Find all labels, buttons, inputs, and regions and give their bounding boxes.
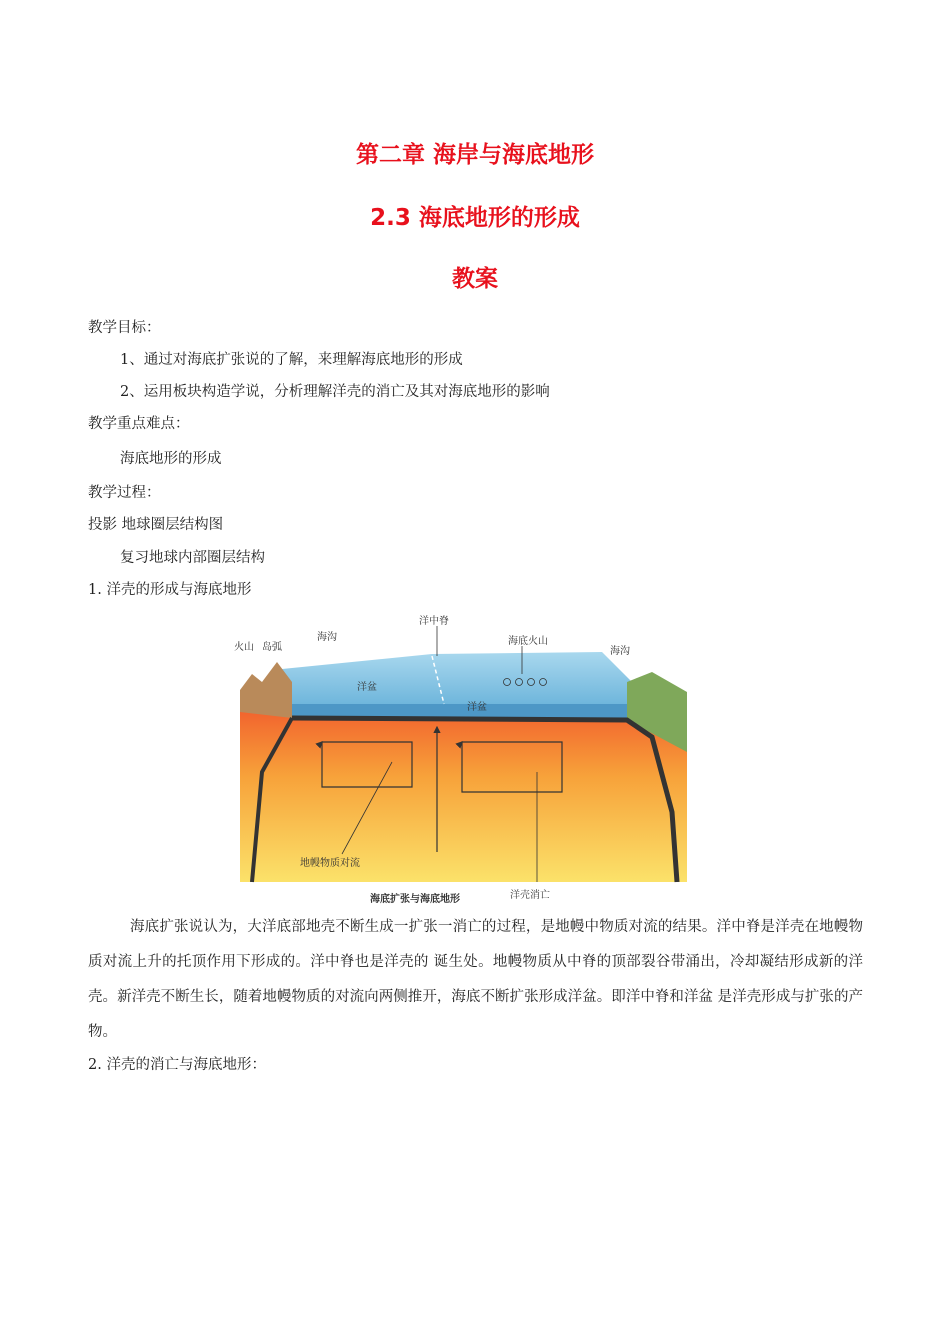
label-seamount: 海底火山 <box>508 636 548 647</box>
seafloor-spreading-figure <box>232 612 695 910</box>
label-volcano: 火山 <box>234 642 254 653</box>
section-1-heading: 1. 洋壳的形成与海底地形 <box>88 582 252 598</box>
section-2-heading: 2. 洋壳的消亡与海底地形： <box>88 1057 266 1073</box>
goal-item-2: 2、运用板块构造学说，分析理解洋壳的消亡及其对海底地形的影响 <box>120 384 550 400</box>
process-heading: 教学过程： <box>88 485 161 501</box>
label-trench-right: 海沟 <box>610 646 630 657</box>
label-basin-left: 洋盆 <box>357 682 377 693</box>
goal-item-1: 1、通过对海底扩张说的了解，来理解海底地形的形成 <box>120 352 463 368</box>
section-title: 2.3 海底地形的形成 <box>370 205 580 231</box>
label-trench-left: 海沟 <box>317 632 337 643</box>
paragraph-seafloor-spreading: 海底扩张说认为，大洋底部地壳不断生成一扩张一消亡的过程，是地幔中物质对流的结果。洋中脊是洋壳在地幔物质对流上升的托顶作用下形成的。洋中脊也是洋壳的 诞生处。地幔物质从中脊的顶部裂谷带涌出，冷却凝结形成新的洋壳。新洋壳不断生长，随着地幔物质的对流向两侧推开，海底不断扩张形成洋盆。即洋中脊和洋盆 是洋壳形成与扩张的产物。 <box>88 919 863 1040</box>
label-subduction: 洋壳消亡 <box>510 890 550 901</box>
review-line: 复习地球内部圈层结构 <box>120 550 265 566</box>
label-ridge: 洋中脊 <box>419 616 449 627</box>
projection-line: 投影 地球圈层结构图 <box>88 517 224 533</box>
label-convection: 地幔物质对流 <box>300 858 360 869</box>
figure-caption: 海底扩张与海底地形 <box>370 894 460 905</box>
doc-type-title: 教案 <box>452 266 498 292</box>
ocean-surface <box>272 652 632 704</box>
label-island-arc: 岛弧 <box>262 642 282 653</box>
label-basin-right: 洋盆 <box>467 702 487 713</box>
key-point-text: 海底地形的形成 <box>120 451 222 467</box>
chapter-title: 第二章 海岸与海底地形 <box>355 142 594 168</box>
goals-heading: 教学目标： <box>88 320 161 336</box>
key-points-heading: 教学重点难点： <box>88 416 190 432</box>
